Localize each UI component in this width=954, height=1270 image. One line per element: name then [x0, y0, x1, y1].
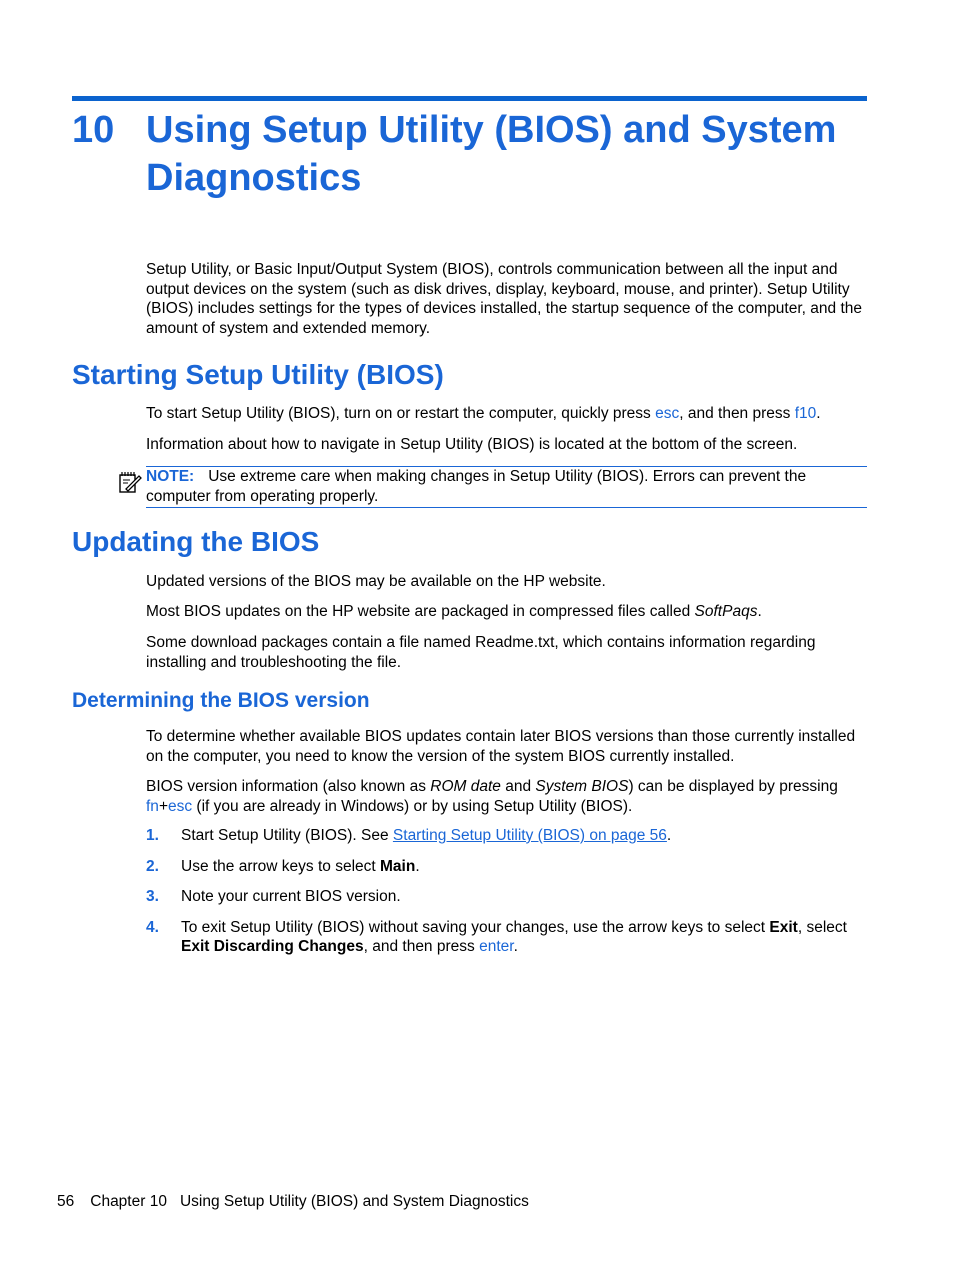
- section-heading-starting-setup: Starting Setup Utility (BIOS): [72, 359, 444, 390]
- starting-paragraph-1: To start Setup Utility (BIOS), turn on or restart the computer, quickly press esc, and then press f10.: [146, 405, 821, 422]
- footer-chapter-label: Chapter 10: [90, 1193, 167, 1210]
- step-item: 2. Use the arrow keys to select Main.: [146, 857, 420, 875]
- step-item: 1. Start Setup Utility (BIOS). See Starting Setup Utility (BIOS) on page 56.: [146, 827, 672, 844]
- note-callout: [146, 466, 867, 508]
- chapter-number: 10: [72, 109, 115, 151]
- updating-paragraph-1: Updated versions of the BIOS may be available on the HP website.: [146, 573, 606, 590]
- determining-paragraph-1: To determine whether available BIOS updates contain later BIOS versions than those currently installed on the computer, you need to know the version of the system BIOS currently installed.: [146, 728, 856, 765]
- section-heading-updating-bios: Updating the BIOS: [72, 526, 320, 557]
- f10-key: f10: [794, 405, 817, 422]
- updating-paragraph-3: Some download packages contain a file named Readme.txt, which contains information regarding installing and troubleshooting the file.: [146, 634, 816, 671]
- page-number: 56: [57, 1193, 75, 1210]
- steps-list: [146, 826, 868, 968]
- step-number: 2.: [146, 857, 159, 875]
- step-item: 3. Note your current BIOS version.: [146, 888, 401, 905]
- page-footer: [57, 1192, 529, 1212]
- note-text: Use extreme care when making changes in Setup Utility (BIOS). Errors can prevent the computer from operating properly.: [146, 468, 807, 505]
- chapter-heading: [72, 106, 872, 202]
- updating-paragraph-2: Most BIOS updates on the HP website are packaged in compressed files called SoftPaqs.: [146, 603, 762, 620]
- footer-chapter-title: Using Setup Utility (BIOS) and System Diagnostics: [179, 1193, 529, 1210]
- step-number: 4.: [146, 918, 159, 936]
- chapter-title: Using Setup Utility (BIOS) and System Diagnostics: [146, 109, 837, 199]
- starting-paragraph-2: Information about how to navigate in Setup Utility (BIOS) is located at the bottom of the screen.: [146, 436, 798, 453]
- esc-key: esc: [168, 797, 193, 815]
- starting-setup-link[interactable]: Starting Setup Utility (BIOS) on page 56: [392, 827, 667, 844]
- intro-paragraph: Setup Utility, or Basic Input/Output System (BIOS), controls communication between all the input and output devices on the system (such as disk drives, display, keyboard, mouse, and printer). Setup Utility (BIOS) includes settings for the types of devices installed, the startup sequence of the computer, and the amount of system and extended memory.: [146, 261, 862, 337]
- note-label: NOTE:: [146, 468, 195, 485]
- subsection-heading-determining-version: Determining the BIOS version: [72, 689, 370, 712]
- note-icon: [118, 470, 142, 494]
- determining-paragraph-2: BIOS version information (also known as ROM date and System BIOS) can be displayed by pressing fn+esc (if you are already in Windows) or by using Setup Utility (BIOS).: [146, 778, 838, 815]
- chapter-rule: [72, 96, 867, 101]
- step-number: 1.: [146, 827, 159, 844]
- fn-key: fn: [146, 797, 159, 815]
- esc-key: esc: [655, 405, 680, 422]
- step-item: 4. To exit Setup Utility (BIOS) without saving your changes, use the arrow keys to select Exit, select Exit Discarding Changes, and then press enter.: [146, 918, 847, 955]
- step-number: 3.: [146, 888, 159, 905]
- enter-key: enter: [479, 938, 514, 955]
